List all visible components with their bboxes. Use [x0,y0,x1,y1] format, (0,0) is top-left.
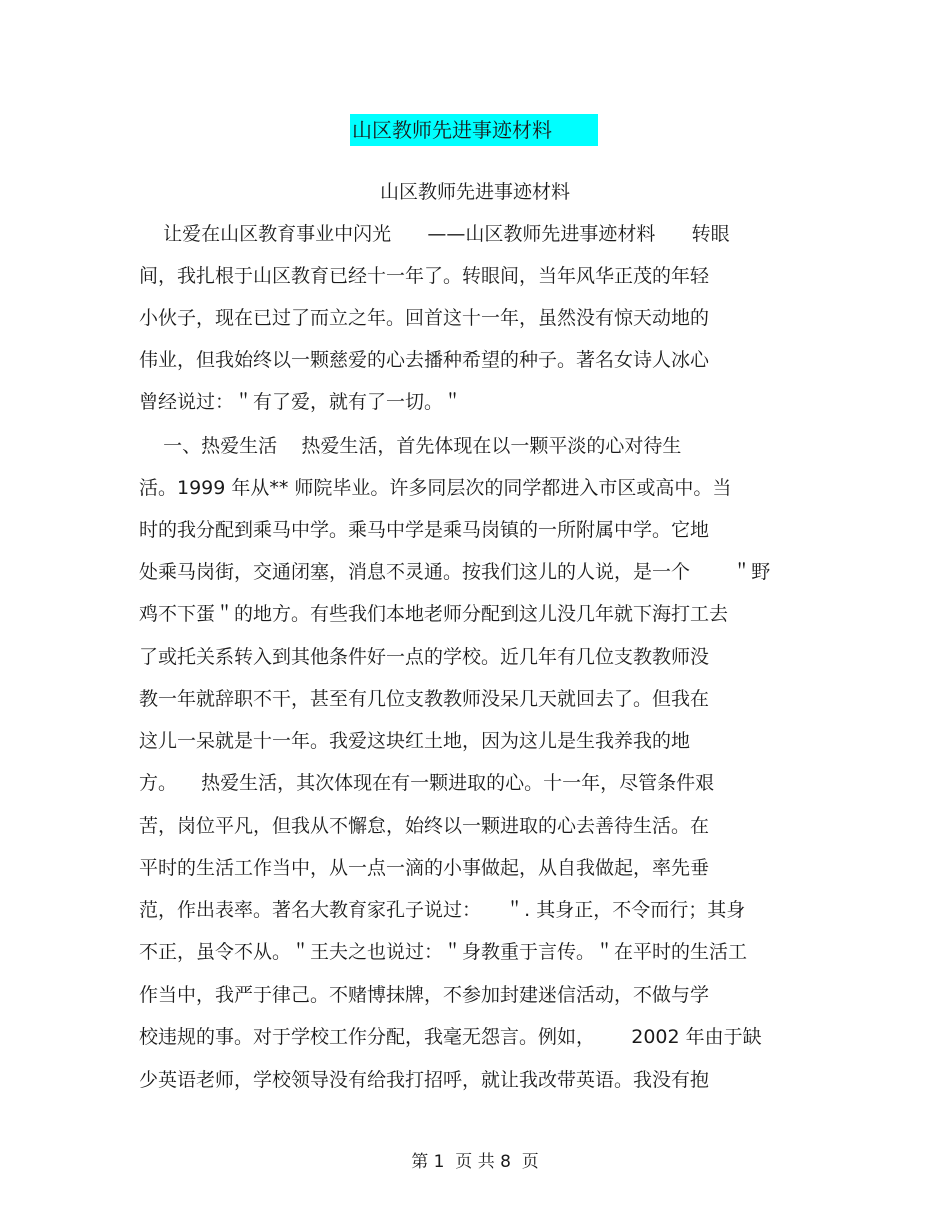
body-line: 伟业，但我始终以一颗慈爱的心去播种希望的种子。著名女诗人冰心 [139,349,710,371]
body-line: 让爱在山区教育事业中闪光 ——山区教师先进事迹材料 转眼 [139,223,730,245]
body-line: 教一年就辞职不干，甚至有几位支教教师没呆几天就回去了。但我在 [139,688,710,710]
body-line: 鸡不下蛋＂的地方。有些我们本地老师分配到这儿没几年就下海打工去 [139,603,729,625]
body-line: 处乘马岗街，交通闭塞，消息不灵通。按我们这儿的人说，是一个 ＂野 [139,561,771,583]
body-line: 小伙子，现在已过了而立之年。回首这十一年，虽然没有惊天动地的 [139,307,710,329]
body-line: 平时的生活工作当中，从一点一滴的小事做起，从自我做起，率先垂 [139,857,710,879]
body-line: 时的我分配到乘马中学。乘马中学是乘马岗镇的一所附属中学。它地 [139,519,710,541]
body-line: 间，我扎根于山区教育已经十一年了。转眼间，当年风华正茂的年轻 [139,265,710,287]
body-line: 苦，岗位平凡，但我从不懈怠，始终以一颗进取的心去善待生活。在 [139,815,710,837]
body-line: 范，作出表率。著名大教育家孔子说过： ＂. 其身正，不令而行；其身 [139,899,746,921]
body-line: 不正，虽令不从。＂王夫之也说过：＂身教重于言传。＂在平时的生活工 [139,941,748,963]
document-title-highlighted [350,114,598,146]
body-line: 方。 热爱生活，其次体现在有一颗进取的心。十一年，尽管条件艰 [139,772,715,794]
page-number-footer: 第 1 页 共 8 页 [411,1152,539,1172]
body-line: 一、热爱生活 热爱生活，首先体现在以一颗平淡的心对待生 [139,435,682,457]
body-line: 作当中，我严于律己。不赌博抹牌，不参加封建迷信活动，不做与学 [139,984,710,1006]
document-title-text: 山区教师先进事迹材料 [352,118,552,142]
body-line: 了或托关系转入到其他条件好一点的学校。近几年有几位支教教师没 [139,646,710,668]
body-line: 少英语老师，学校领导没有给我打招呼，就让我改带英语。我没有抱 [139,1069,710,1091]
body-line: 校违规的事。对于学校工作分配，我毫无怨言。例如， 2002 年由于缺 [139,1026,762,1048]
body-line: 曾经说过：＂有了爱，就有了一切。＂ [139,391,463,413]
document-subtitle: 山区教师先进事迹材料 [379,181,570,203]
body-line: 活。1999 年从** 师院毕业。许多同层次的同学都进入市区或高中。当 [139,477,732,499]
body-line: 这儿一呆就是十一年。我爱这块红土地，因为这儿是生我养我的地 [139,730,691,752]
